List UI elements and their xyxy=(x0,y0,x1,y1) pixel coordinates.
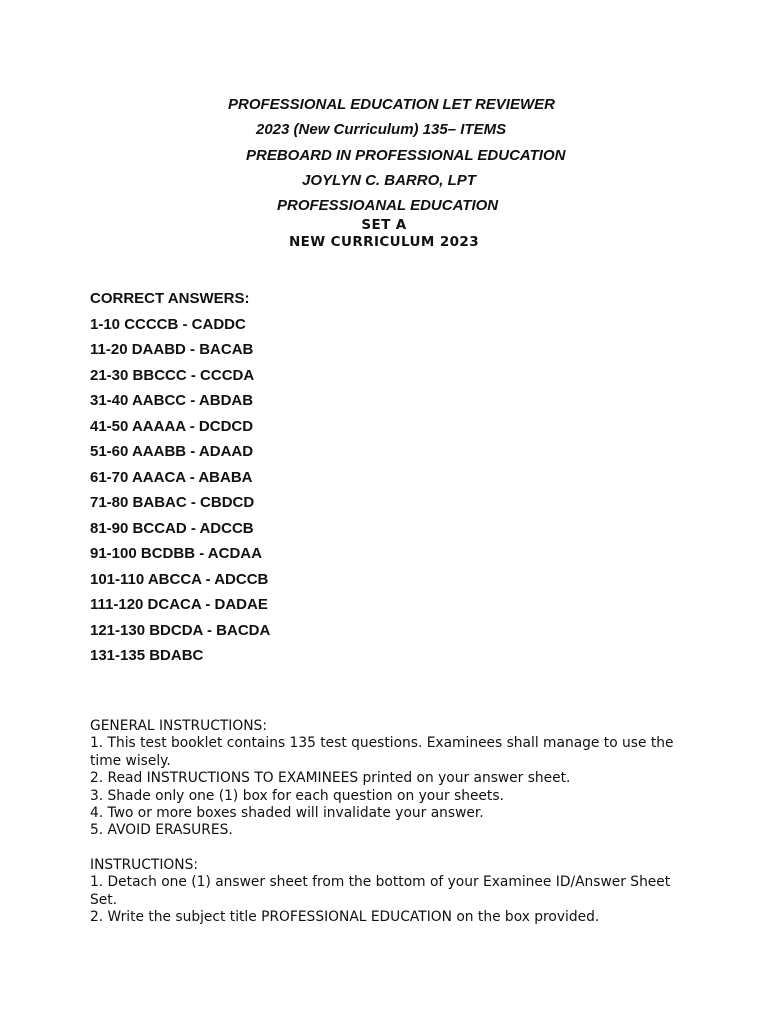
instruction-item: 2. Read INSTRUCTIONS TO EXAMINEES printed on your answer sheet. xyxy=(90,770,571,787)
instructions xyxy=(90,857,690,927)
answer-row: 111-120 DCACA - DADAE xyxy=(90,596,268,613)
answer-row: 131-135 BDABC xyxy=(90,647,204,664)
answer-row: 51-60 AAABB - ADAAD xyxy=(90,443,254,460)
curriculum-label: NEW CURRICULUM 2023 xyxy=(288,234,480,250)
title-line-1: PROFESSIONAL EDUCATION LET REVIEWER xyxy=(228,96,555,113)
answer-row: 61-70 AAACA - ABABA xyxy=(90,468,253,486)
answer-row: 101-110 ABCCA - ADCCB xyxy=(90,570,269,588)
instruction-item: 5. AVOID ERASURES. xyxy=(90,822,233,839)
general-instructions xyxy=(90,718,690,840)
instructions-heading: INSTRUCTIONS: xyxy=(90,857,198,873)
answer-row: 1-10 CCCCB - CADDC xyxy=(90,315,246,333)
answer-row: 81-90 BCCAD - ADCCB xyxy=(90,519,254,537)
general-instructions-heading: GENERAL INSTRUCTIONS: xyxy=(90,718,267,734)
answer-row: 121-130 BDCDA - BACDA xyxy=(90,621,271,639)
answers-heading: CORRECT ANSWERS: xyxy=(90,290,250,307)
instruction-item: 1. This test booklet contains 135 test questions. Examinees shall manage to use the time wisely. xyxy=(90,735,674,769)
title-line-3: PREBOARD IN PROFESSIONAL EDUCATION xyxy=(246,147,566,164)
answer-key xyxy=(90,286,270,669)
answer-row: 71-80 BABAC - CBDCD xyxy=(90,494,255,511)
answer-row: 21-30 BBCCC - CCCDA xyxy=(90,366,255,384)
set-label: SET A xyxy=(361,217,407,233)
instruction-item: 3. Shade only one (1) box for each question on your sheets. xyxy=(90,787,504,804)
answer-row: 31-40 AABCC - ABDAB xyxy=(90,392,254,409)
author-line: JOYLYN C. BARRO, LPT xyxy=(302,172,476,189)
answer-row: 91-100 BCDBB - ACDAA xyxy=(90,545,262,562)
title-line-2: 2023 (New Curriculum) 135– ITEMS xyxy=(256,121,507,138)
subject-line: PROFESSIOANAL EDUCATION xyxy=(277,197,499,214)
instruction-item: 4. Two or more boxes shaded will invalidate your answer. xyxy=(90,805,484,822)
answer-row: 41-50 AAAAA - DCDCD xyxy=(90,417,254,435)
instruction-item: 1. Detach one (1) answer sheet from the bottom of your Examinee ID/Answer Sheet Set. xyxy=(90,874,671,908)
instruction-item: 2. Write the subject title PROFESSIONAL EDUCATION on the box provided. xyxy=(90,909,600,926)
answer-row: 11-20 DAABD - BACAB xyxy=(90,341,254,358)
